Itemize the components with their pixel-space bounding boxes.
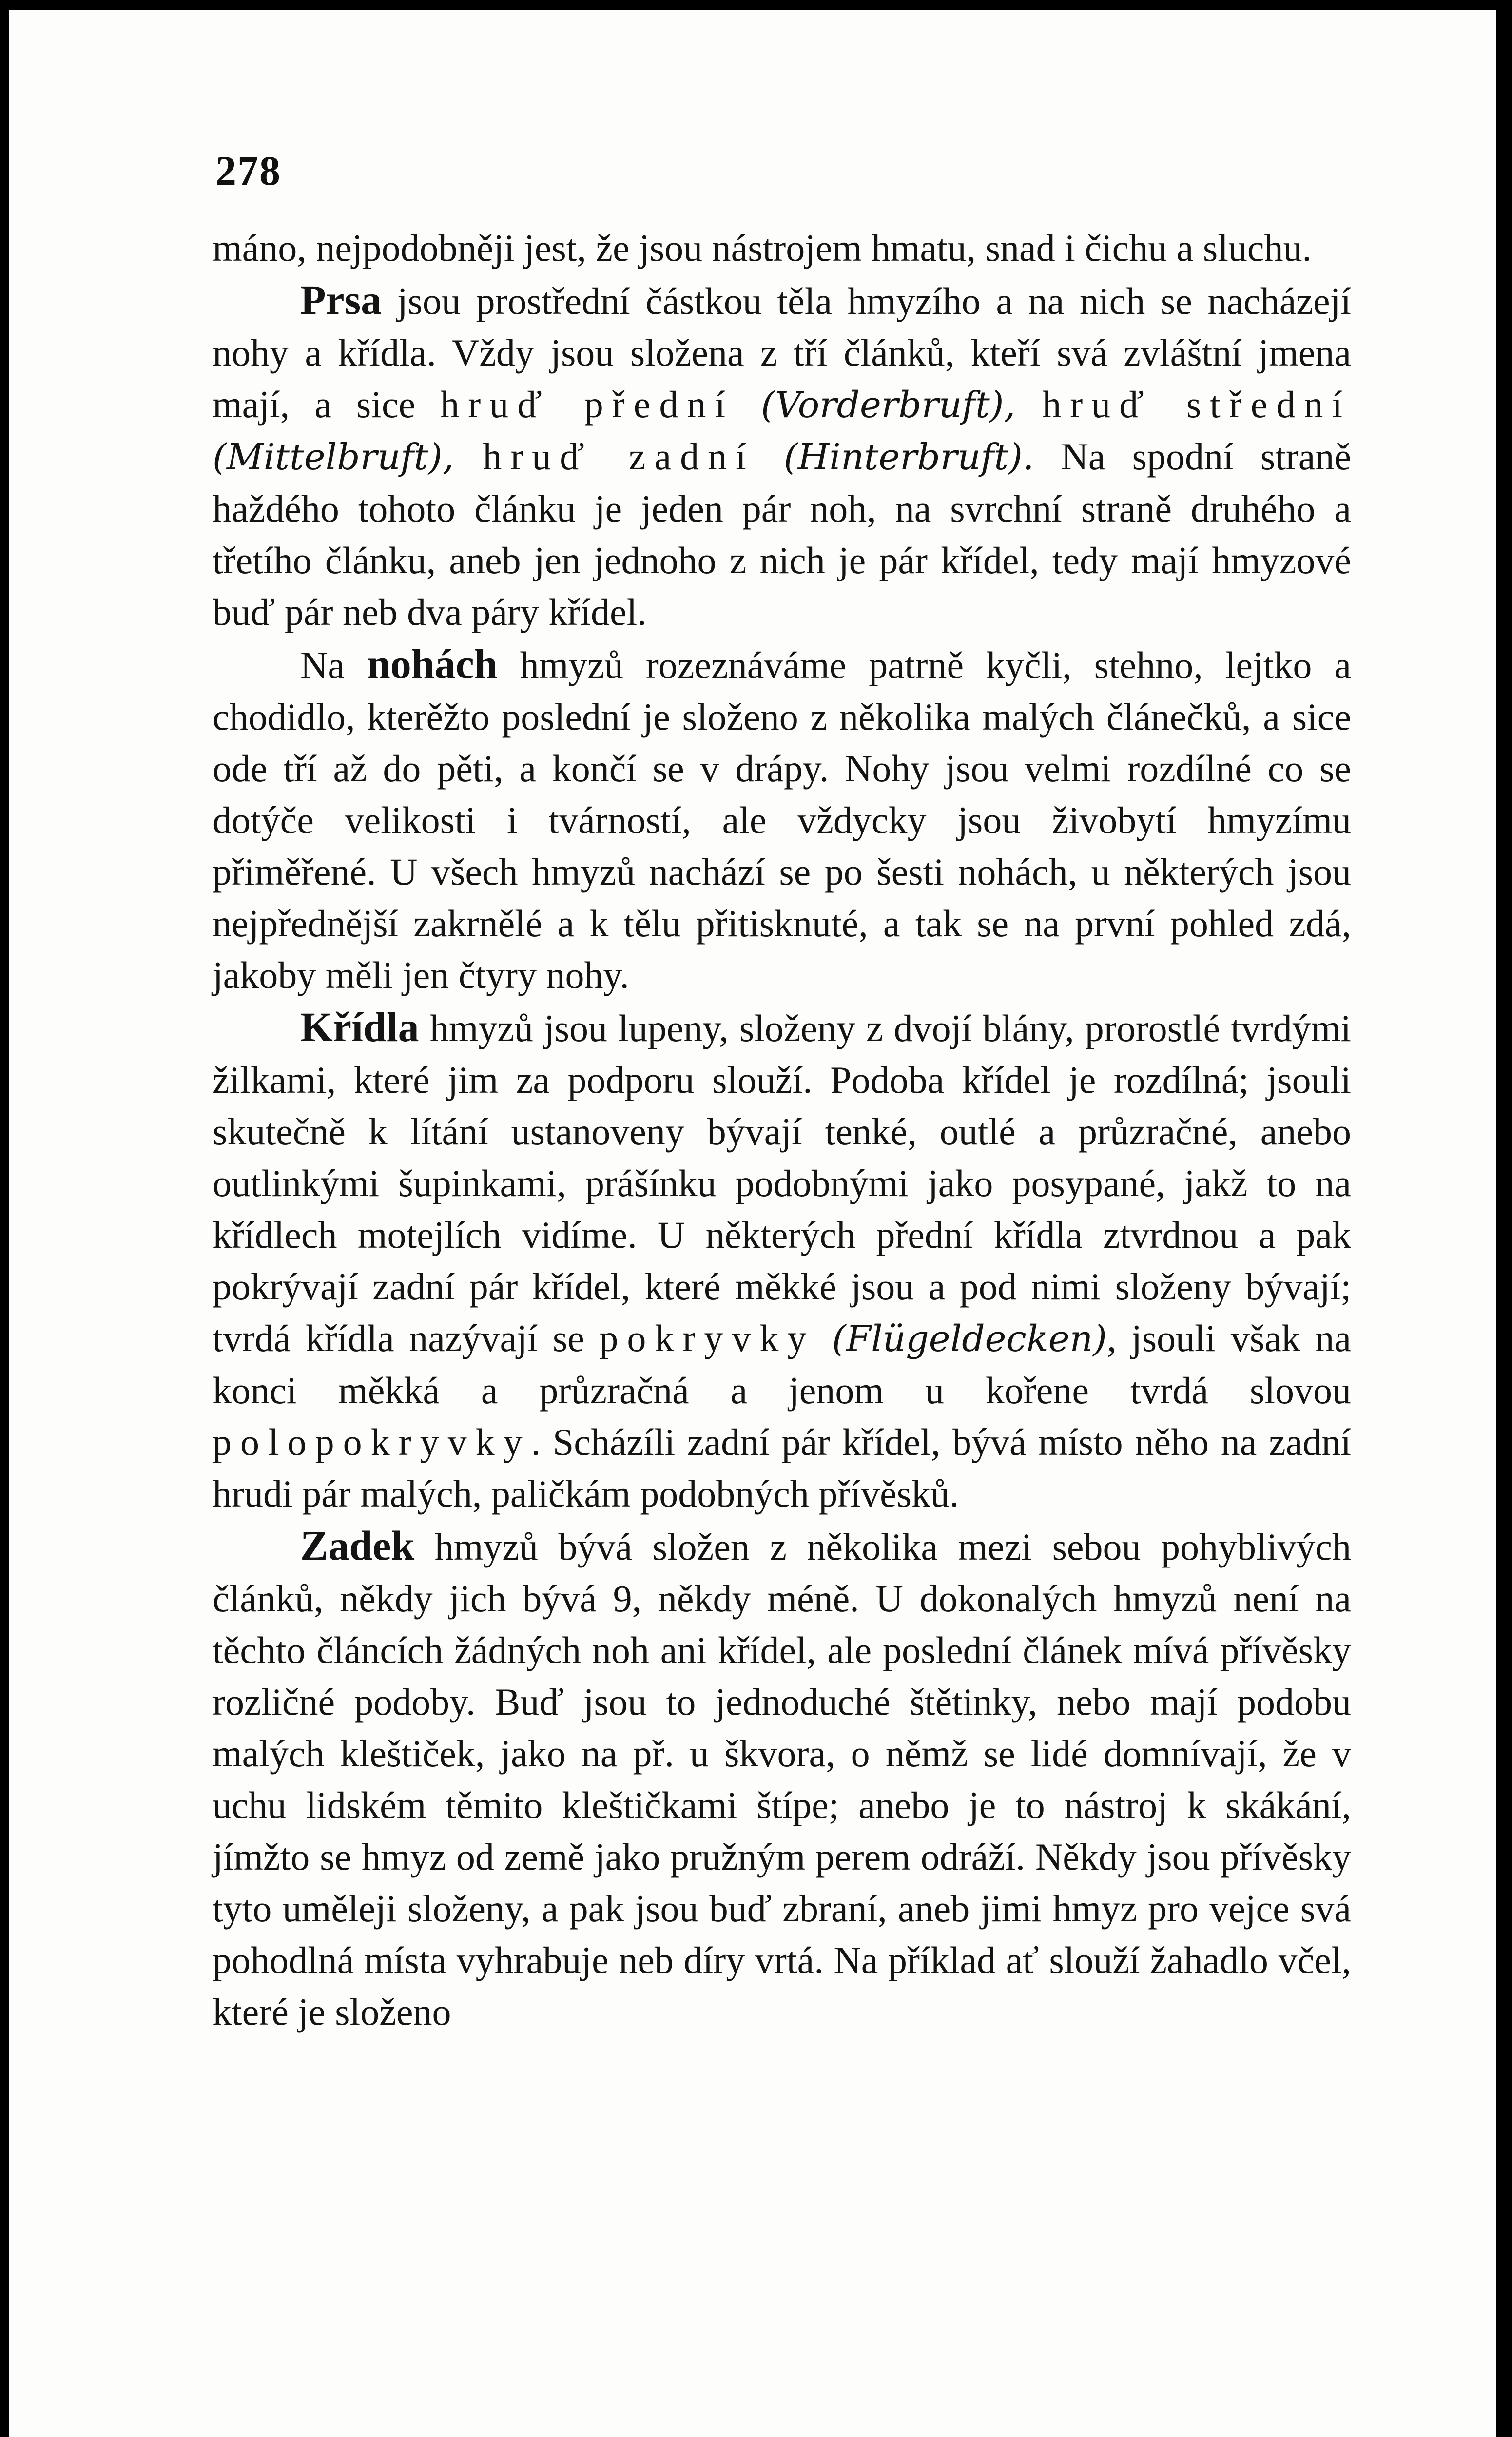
german-term-1: (Vorderbruft), (734, 384, 1043, 426)
keyword-zadek: Zadek (300, 1522, 415, 1569)
p1-text: máno, nejpodobněji jest, že jsou nástrojem hmatu, snad i čichu a sluchu. (213, 227, 1312, 269)
paragraph-zadek (213, 1520, 1351, 2038)
p5-text-1: hmyzů bývá složen z několika mezi sebou pohyblivých článků, někdy jich bývá 9, někdy méně. U dokonalých hmyzů není na těchto článcích žádných noh ani křídel, ale poslední článek mívá přívěsky rozličné podoby. Buď jsou to jednoduché štětinky, nebo mají podobu malých kleštiček, jako na př. u škvora, o němž se lidé domnívají, že v uchu lidském těmito kleštičkami štípe; anebo je to nástroj k skákání, jímžto se hmyz od země jako pružným perem odráží. Někdy jsou přívěsky tyto uměleji složeny, a pak jsou buď zbraní, aneb jimi hmyz pro vejce svá pohodlná místa vyhrabuje neb díry vrtá. Na příklad ať slouží žahadlo včel, které je složeno (213, 1526, 1351, 2033)
term-pokryvky: pokryvky (599, 1317, 815, 1359)
p3-text-1: hmyzů rozeznáváme patrně kyčli, stehno, lejtko a chodidlo, kterěžto poslední je složeno z několika malých článečků, a sice ode tří až do pěti, a končí se v drápy. Nohy jsou velmi rozdílné co se dotýče velikosti i tvárností, ale vždycky jsou živobytí hmyzímu přiměřené. U všech hmyzů nachází se po šesti nohách, u některých jsou nejpřednější zakrnělé a k tělu přitisknuté, a tak se na první pohled zdá, jakoby měli jen čtyry nohy. (213, 644, 1352, 996)
paragraph-prsa (213, 274, 1351, 638)
paragraph-1 (213, 222, 1351, 274)
term-hrud-predni: hruď přední (440, 383, 735, 426)
p2-text-1: jsou prostřední částkou těla hmyzího a na nich se nacházejí nohy a křídla. Vždy jsou složena z tří článků, kteří svá zvláštní jmena mají, a sice (213, 280, 1351, 426)
p4-text-2: , jsouli však na konci měkká a průzračná a jenom u kořene tvrdá slovou (213, 1317, 1351, 1412)
page-number: 278 (215, 147, 281, 194)
keyword-kridla: Křídla (300, 1004, 419, 1050)
p3-text-0: Na (300, 644, 367, 686)
paragraph-kridla (213, 1001, 1351, 1520)
german-term-2: (Mittelbruft), (213, 436, 483, 478)
book-page (9, 10, 1496, 2437)
p4-text-3: . Scházíli zadní pár křídel, bývá místo něho na zadní hrudi pár malých, paličkám podobných přívěsků. (213, 1421, 1351, 1515)
german-term-3: (Hinterbruft). (755, 436, 1034, 478)
p2-text-2: Na spodní straně haždého tohoto článku je jeden pár noh, na svrchní straně druhého a třetího článku, aneb jen jednoho z nich je pár křídel, tedy mají hmyzové buď pár neb dva páry křídel. (213, 435, 1352, 633)
p4-text-1: hmyzů jsou lupeny, složeny z dvojí blány, prorostlé tvrdými žilkami, které jim za podporu slouží. Podoba křídel je rozdílná; jsouli skutečně k lítání ustanoveny bývají tenké, outlé a průzračné, anebo outlinkými šupinkami, prášínku podobnými jako posypané, jakž to na křídlech motejlích vidíme. U některých přední křídla ztvrdnou a pak pokrývají zadní pár křídel, které měkké jsou a pod nimi složeny bývají; tvrdá křídla nazývají se (213, 1007, 1351, 1359)
body-text (213, 222, 1351, 2038)
term-hrud-stredni: hruď střední (1042, 383, 1351, 426)
term-hrud-zadni: hruď zadní (483, 435, 755, 478)
keyword-prsa: Prsa (300, 276, 382, 323)
german-term-4: (Flügeldecken) (815, 1318, 1107, 1360)
term-polopokryvky: polopokryvky (213, 1421, 531, 1463)
paragraph-nohach (213, 638, 1351, 1001)
keyword-nohach: nohách (367, 640, 498, 687)
